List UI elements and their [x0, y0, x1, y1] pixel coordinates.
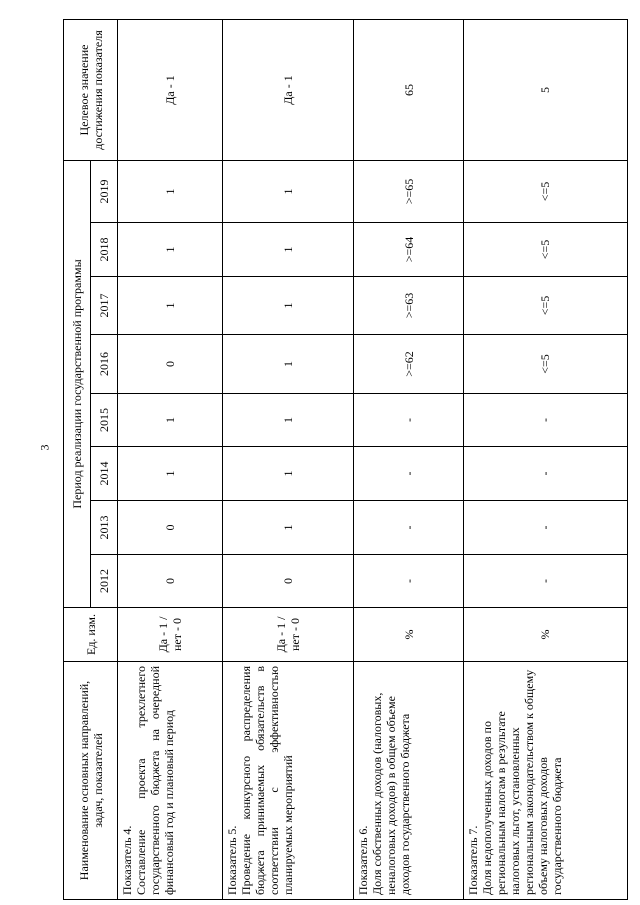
- value-cell: -: [463, 394, 627, 447]
- unit-cell: %: [354, 608, 463, 662]
- indicator-text: Проведение конкурсного распределения бюджета принимаемых обязательств в соответствии с эффективностью планируемых мероприятий: [239, 666, 296, 895]
- header-year: 2017: [91, 277, 118, 335]
- header-unit: Ед. изм.: [64, 608, 118, 662]
- value-cell: 1: [223, 394, 354, 447]
- header-year: 2016: [91, 335, 118, 394]
- value-cell: 1: [118, 223, 223, 277]
- page-number: 3: [37, 444, 52, 451]
- unit-cell: Да - 1 /нет - 0: [223, 608, 354, 662]
- indicator-label: Показатель 4.: [120, 825, 134, 895]
- value-cell: 0: [118, 335, 223, 394]
- value-cell: 1: [223, 277, 354, 335]
- indicator-name: [118, 662, 223, 900]
- value-cell: 0: [118, 501, 223, 555]
- value-cell: 0: [118, 555, 223, 608]
- table-row: [354, 19, 463, 899]
- table-row: [463, 19, 627, 899]
- value-cell: 0: [223, 555, 354, 608]
- value-cell: <=5: [463, 223, 627, 277]
- value-cell: >=63: [354, 277, 463, 335]
- value-cell: 1: [118, 394, 223, 447]
- header-year: 2015: [91, 394, 118, 447]
- target-cell: Да - 1: [118, 19, 223, 160]
- header-year: 2019: [91, 160, 118, 222]
- target-cell: 5: [463, 19, 627, 160]
- value-cell: 1: [118, 160, 223, 222]
- header-period: Период реализации государственной программы: [64, 160, 91, 607]
- header-row-top: [64, 19, 91, 899]
- indicator-text: Доля недополученных доходов по региональным налогам в результате налоговых льгот, установленных региональным законодательством к общему объему налоговых доходов государственного бюджета: [479, 669, 564, 895]
- header-target: Целевое значение достижения показателя: [64, 19, 118, 160]
- value-cell: 1: [223, 501, 354, 555]
- unit-cell: %: [463, 608, 627, 662]
- value-cell: 1: [118, 447, 223, 501]
- value-cell: -: [354, 394, 463, 447]
- value-cell: -: [354, 555, 463, 608]
- value-cell: 1: [223, 223, 354, 277]
- indicator-name: [463, 662, 627, 900]
- indicator-label: Показатель 7.: [465, 825, 480, 895]
- indicator-label: Показатель 5.: [225, 825, 240, 895]
- indicator-label: Показатель 6.: [356, 825, 371, 895]
- table-row: [223, 19, 354, 899]
- indicator-name: [223, 662, 354, 900]
- header-name: Наименование основных направлений, задач, показателей: [64, 662, 118, 900]
- indicator-text: Составление проекта трехлетнего государственного бюджета на очередной финансовый год и плановый период: [134, 666, 176, 895]
- value-cell: 1: [223, 160, 354, 222]
- value-cell: -: [463, 447, 627, 501]
- header-year: 2018: [91, 223, 118, 277]
- unit-cell: Да - 1 /нет - 0: [118, 608, 223, 662]
- header-year: 2014: [91, 447, 118, 501]
- value-cell: >=62: [354, 335, 463, 394]
- value-cell: <=5: [463, 277, 627, 335]
- value-cell: -: [463, 555, 627, 608]
- value-cell: 1: [118, 277, 223, 335]
- header-year: 2012: [91, 555, 118, 608]
- value-cell: <=5: [463, 335, 627, 394]
- value-cell: >=65: [354, 160, 463, 222]
- indicator-text: Доля собственных доходов (налоговых, неналоговых доходов) в общем объеме доходов государственного бюджета: [370, 692, 413, 895]
- table-row: [118, 19, 223, 899]
- value-cell: 1: [223, 335, 354, 394]
- target-cell: Да - 1: [223, 19, 354, 160]
- rotated-table-container: [63, 20, 628, 900]
- value-cell: <=5: [463, 160, 627, 222]
- indicator-name: [354, 662, 463, 900]
- value-cell: -: [354, 501, 463, 555]
- value-cell: >=64: [354, 223, 463, 277]
- value-cell: -: [354, 447, 463, 501]
- indicators-table: [63, 19, 628, 900]
- header-year: 2013: [91, 501, 118, 555]
- value-cell: -: [463, 501, 627, 555]
- target-cell: 65: [354, 19, 463, 160]
- value-cell: 1: [223, 447, 354, 501]
